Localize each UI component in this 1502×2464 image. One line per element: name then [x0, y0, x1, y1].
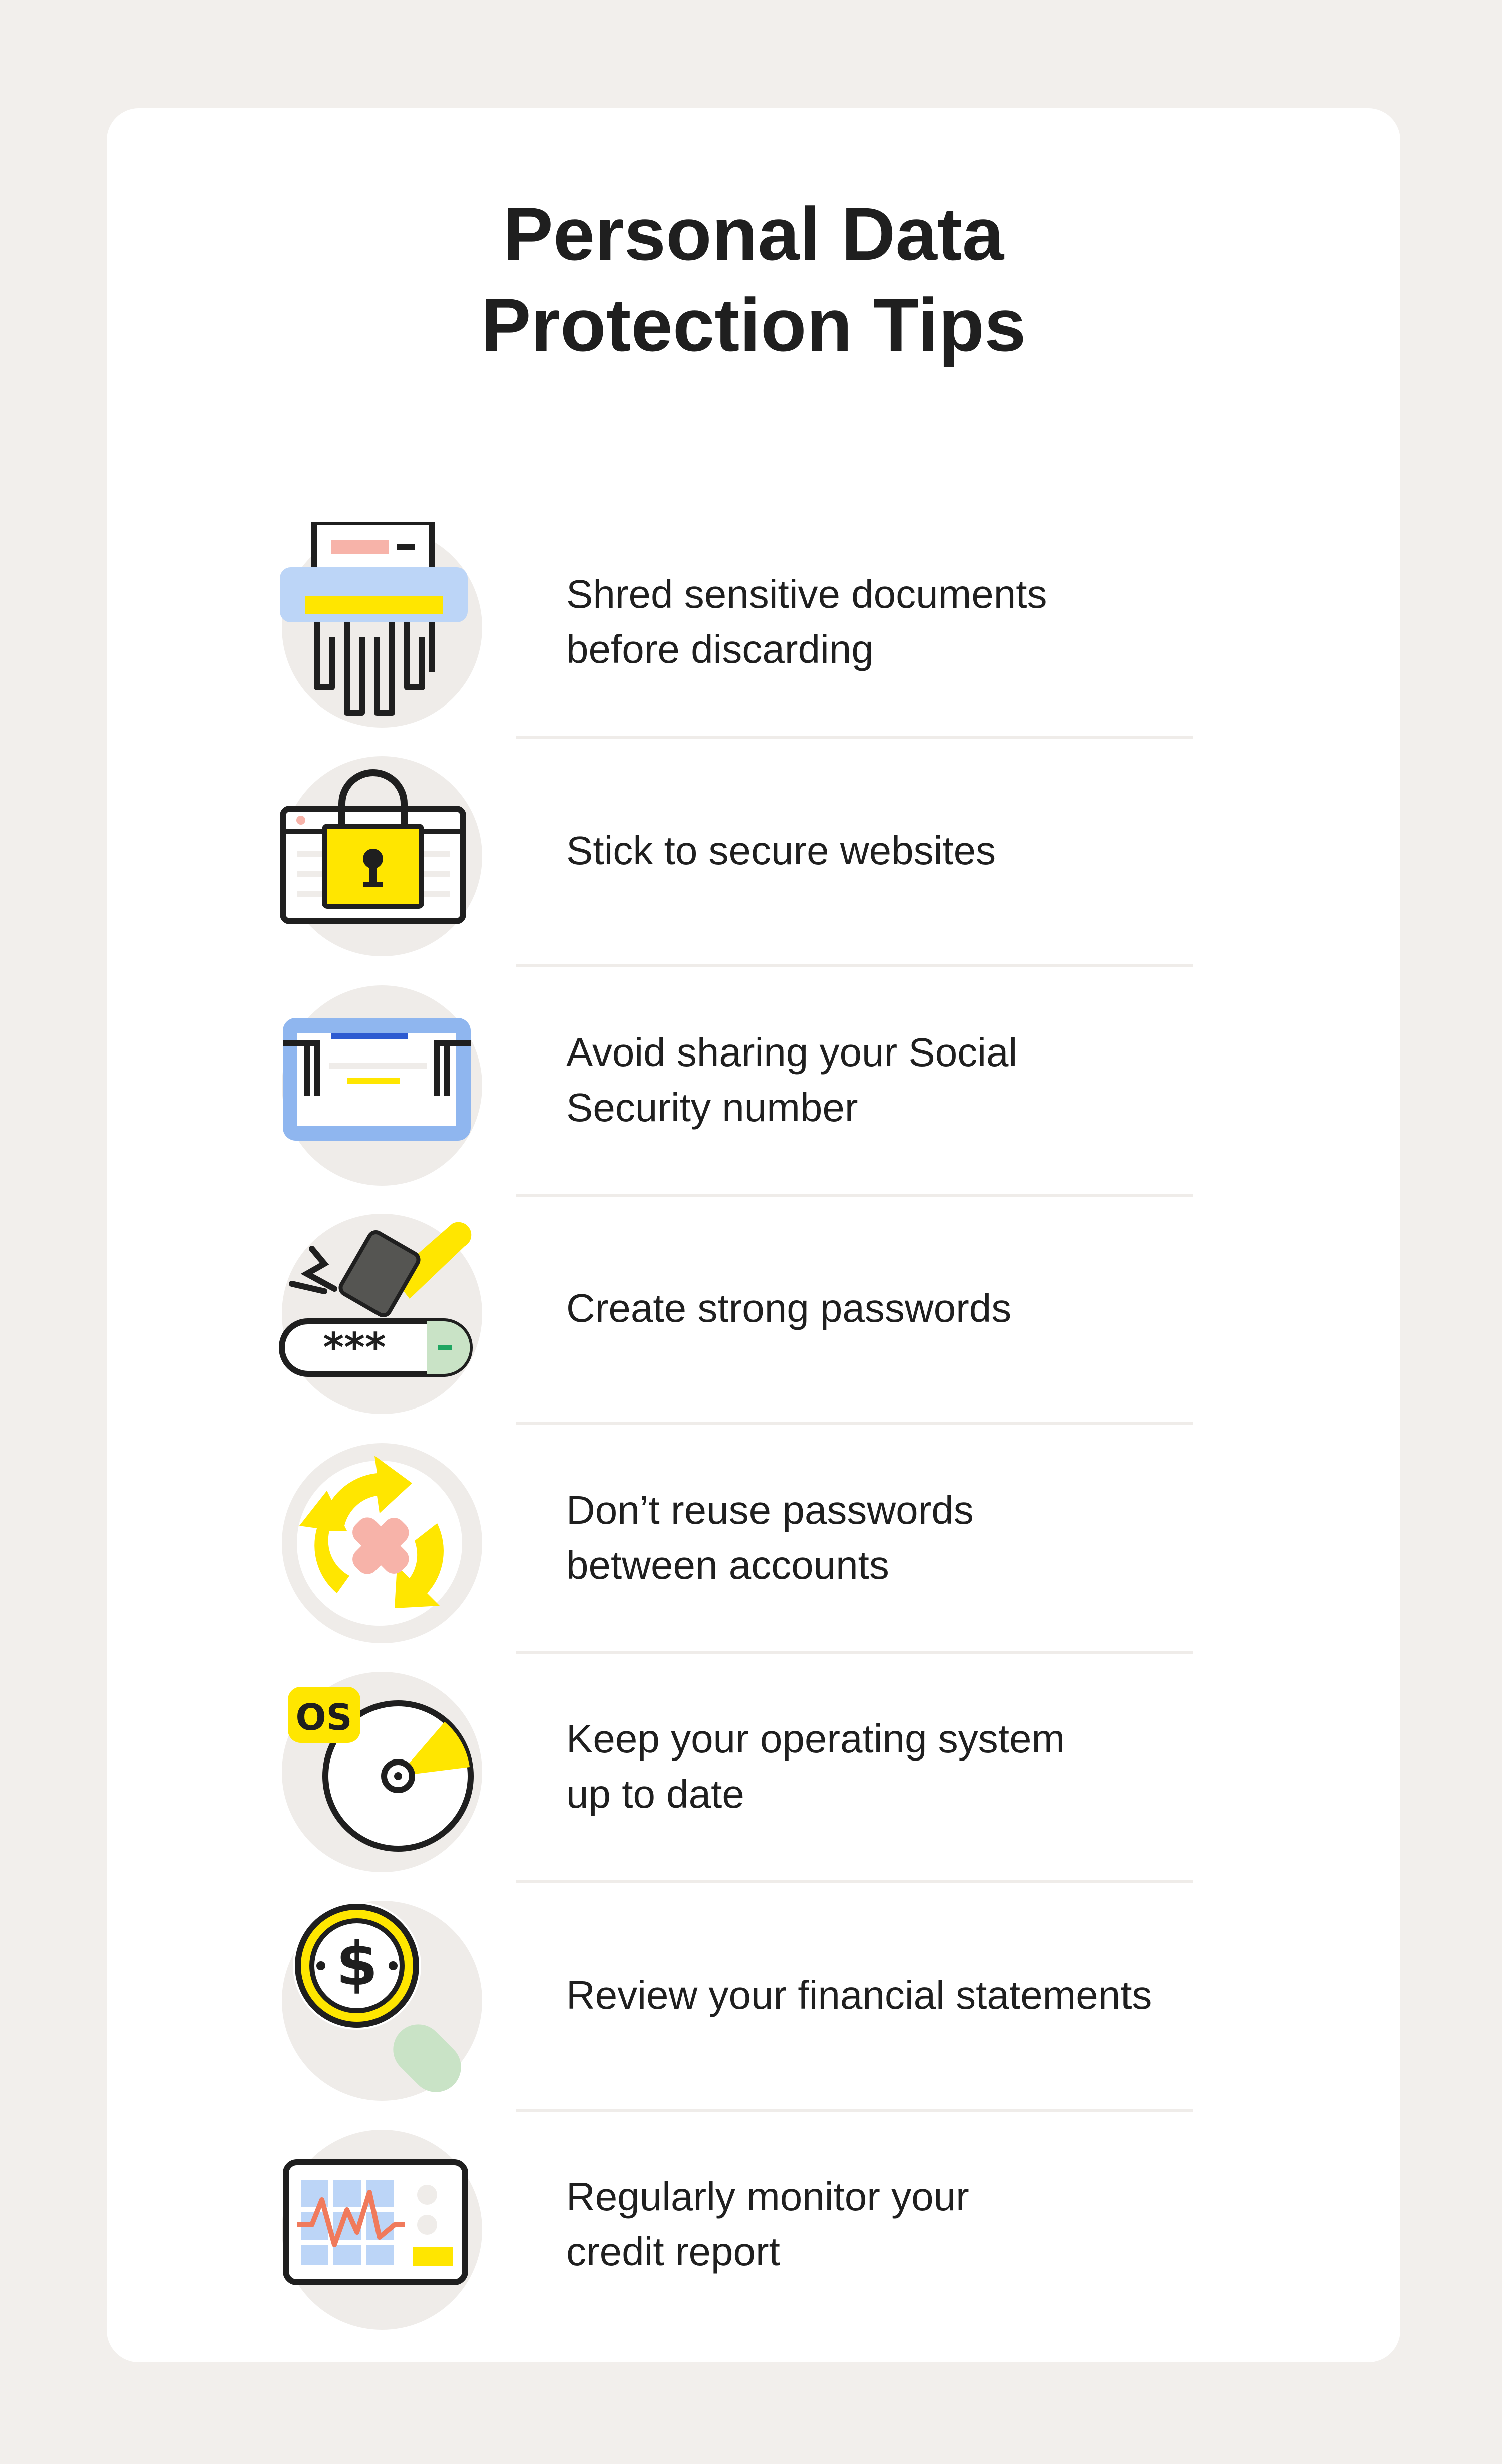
tip-item-credit-report: [107, 2109, 1400, 2339]
tip-line-1: Review your financial statements: [566, 1973, 1152, 2017]
id-card-icon: [277, 980, 487, 1191]
tip-text: [566, 1194, 1317, 1423]
os-update-disc-icon: [277, 1667, 487, 1877]
tip-item-shred: [107, 507, 1400, 737]
tip-text: [566, 965, 1317, 1195]
tip-text: [566, 2109, 1317, 2339]
tip-text: [566, 1881, 1317, 2110]
tip-line-2: credit report: [566, 2229, 780, 2274]
dollar-magnifier-icon: [277, 1896, 487, 2106]
tip-line-1: Keep your operating system: [566, 1716, 1065, 1761]
title-line-1: Personal Data: [503, 192, 1004, 276]
tip-text: [566, 1423, 1317, 1652]
tip-item-ssn: [107, 965, 1400, 1195]
padlock-browser-icon: [277, 751, 487, 961]
os-badge-text: OS: [295, 1696, 352, 1738]
tip-item-secure-websites: [107, 736, 1400, 965]
tip-item-strong-passwords: [107, 1194, 1400, 1423]
tip-line-1: Don’t reuse passwords: [566, 1488, 974, 1532]
tip-line-1: Regularly monitor your: [566, 2174, 969, 2219]
credit-monitor-icon: [277, 2125, 487, 2335]
no-recycle-icon: [277, 1438, 487, 1648]
tip-text: [566, 736, 1317, 965]
tip-line-1: Create strong passwords: [566, 1286, 1012, 1330]
password-hammer-icon: [277, 1209, 487, 1419]
dollar-sign: $: [336, 1930, 378, 1999]
shredder-icon: [277, 522, 487, 733]
tip-line-1: Avoid sharing your Social: [566, 1030, 1018, 1075]
password-mask: ***: [323, 1324, 386, 1371]
tip-line-2: before discarding: [566, 627, 874, 671]
tip-line-1: Shred sensitive documents: [566, 572, 1047, 616]
tip-text: [566, 1652, 1317, 1881]
tip-line-2: Security number: [566, 1085, 858, 1130]
tip-line-2: up to date: [566, 1772, 744, 1816]
title-line-2: Protection Tips: [481, 283, 1026, 367]
tips-card: [107, 108, 1400, 2362]
tip-text: [566, 507, 1317, 737]
page-title: [107, 188, 1400, 371]
tip-line-2: between accounts: [566, 1543, 889, 1587]
tip-item-financial-statements: [107, 1881, 1400, 2110]
tip-item-reuse-passwords: [107, 1423, 1400, 1652]
tip-line-1: Stick to secure websites: [566, 828, 996, 873]
tip-item-os-update: [107, 1652, 1400, 1881]
